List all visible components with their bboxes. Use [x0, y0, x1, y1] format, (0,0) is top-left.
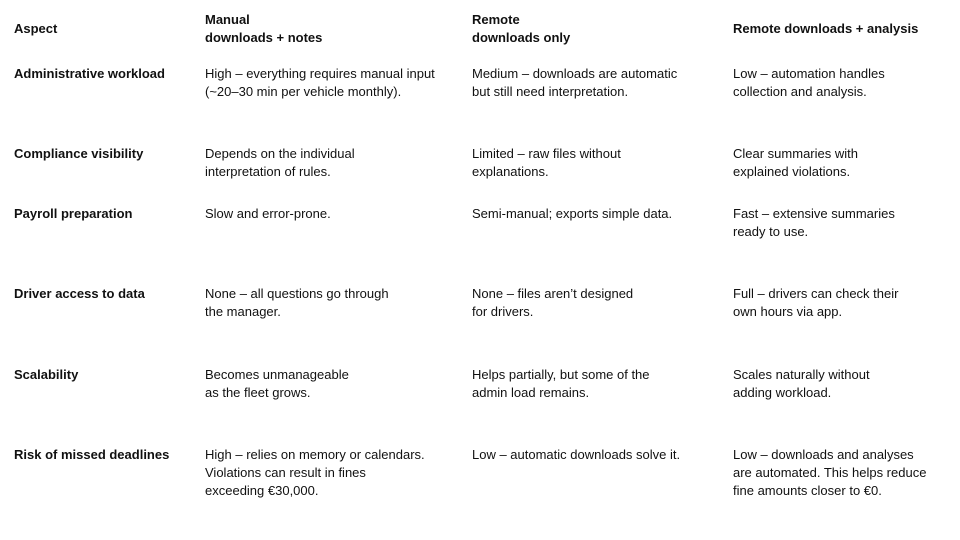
row-analysis: Full – drivers can check their own hours via app.	[733, 286, 899, 319]
row-aspect: Administrative workload	[14, 66, 165, 81]
row-analysis: Low – downloads and analyses are automated. This helps reduce fine amounts closer to €0.	[733, 447, 927, 498]
row-manual: None – all questions go through the manager.	[205, 286, 389, 319]
header-remote: Remote downloads only	[472, 12, 571, 45]
row-remote: Semi-manual; exports simple data.	[472, 206, 673, 221]
header-analysis: Remote downloads + analysis	[733, 21, 919, 36]
row-manual: High – everything requires manual input (~20–30 min per vehicle monthly).	[205, 66, 435, 99]
row-aspect: Risk of missed deadlines	[14, 447, 170, 462]
row-aspect: Payroll preparation	[14, 206, 133, 221]
row-remote: Medium – downloads are automatic but still need interpretation.	[472, 66, 678, 99]
row-aspect: Scalability	[14, 367, 79, 382]
row-remote: Helps partially, but some of the admin load remains.	[472, 367, 650, 400]
header-manual: Manual downloads + notes	[205, 12, 323, 45]
row-aspect: Compliance visibility	[14, 146, 144, 161]
header-aspect: Aspect	[14, 21, 58, 36]
row-remote: Limited – raw files without explanations.	[472, 146, 621, 179]
row-analysis: Low – automation handles collection and analysis.	[733, 66, 885, 99]
row-analysis: Scales naturally without adding workload.	[733, 367, 870, 400]
row-manual: Becomes unmanageable as the fleet grows.	[205, 367, 349, 400]
row-remote: None – files aren’t designed for drivers.	[472, 286, 634, 319]
row-aspect: Driver access to data	[14, 286, 145, 301]
row-manual: Depends on the individual interpretation of rules.	[205, 146, 355, 179]
row-analysis: Fast – extensive summaries ready to use.	[733, 206, 895, 239]
row-manual: Slow and error-prone.	[205, 206, 331, 221]
row-remote: Low – automatic downloads solve it.	[472, 447, 681, 462]
row-analysis: Clear summaries with explained violations.	[733, 146, 858, 179]
row-manual: High – relies on memory or calendars. Violations can result in fines exceeding €30,000.	[205, 447, 425, 498]
